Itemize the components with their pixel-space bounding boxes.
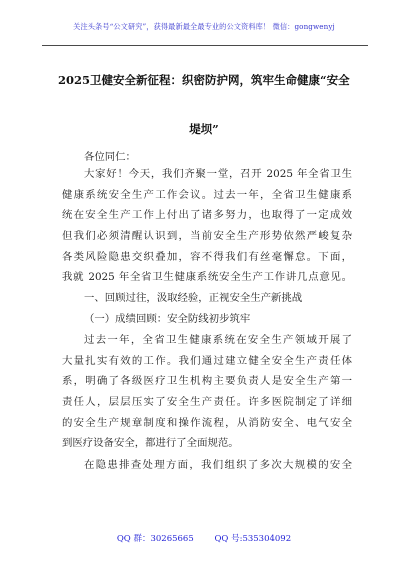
document-title-line-2: 堤坝” bbox=[189, 122, 219, 136]
paragraph-hazard-inspection bbox=[62, 455, 352, 476]
paragraph-line: 统在安全生产工作上付出了诸多努力，也取得了一定成效 bbox=[62, 209, 352, 222]
paragraph-line: 大家好！今天，我们齐聚一堂，召开 2025 年全省卫生 bbox=[84, 168, 352, 180]
section-heading bbox=[62, 288, 352, 309]
subsection-heading bbox=[62, 309, 352, 330]
paragraph-line: 各类风险隐患交织叠加，容不得我们有丝毫懈怠。下面， bbox=[62, 250, 352, 263]
paragraph-line: 到医疗设备安全，都进行了全面规范。 bbox=[62, 437, 239, 450]
header-note: 关注头条号“公文研究”，获得最新最全最专业的公文资料库！ 微信：gongwenyj bbox=[73, 22, 335, 31]
header-divider bbox=[42, 45, 368, 46]
footer-contact bbox=[0, 532, 408, 544]
section-heading-text: 一、回顾过往，汲取经验，正视安全生产新挑战 bbox=[84, 292, 303, 304]
paragraph-line: 系，明确了各级医疗卫生机构主要负责人是安全生产第一 bbox=[62, 375, 352, 388]
paragraph-line: 在隐患排查处理方面，我们组织了多次大规模的安全 bbox=[84, 459, 352, 471]
paragraph-line: 但我们必须清醒认识到，当前安全生产形势依然严峻复杂 bbox=[62, 230, 352, 243]
paragraph-intro bbox=[62, 164, 352, 288]
document-title-line-1: 2025卫健安全新征程：织密防护网，筑牢生命健康“安全 bbox=[58, 73, 350, 87]
salutation: 各位同仁： bbox=[84, 151, 136, 163]
paragraph-line: 健康系统安全生产工作会议。过去一年，全省卫生健康系 bbox=[62, 188, 352, 201]
paragraph-line: 过去一年，全省卫生健康系统在安全生产领域开展了 bbox=[84, 334, 352, 346]
paragraph-line: 我就 2025 年全省卫生健康系统安全生产工作讲几点意见。 bbox=[62, 271, 352, 284]
subsection-heading-text: （一）成绩回顾：安全防线初步筑牢 bbox=[84, 313, 251, 325]
paragraph-line: 大量扎实有效的工作。我们通过建立健全安全生产责任体 bbox=[62, 354, 352, 367]
footer-qq-group: QQ 群：30265665 bbox=[116, 534, 194, 544]
footer-qq-number: QQ 号:535304092 bbox=[214, 534, 292, 544]
paragraph-line: 的安全生产规章制度和操作流程，从消防安全、电气安全 bbox=[62, 416, 352, 429]
paragraph-line: 责任人，层层压实了安全生产责任。许多医院制定了详细 bbox=[62, 396, 352, 409]
paragraph-achievements bbox=[62, 330, 352, 454]
